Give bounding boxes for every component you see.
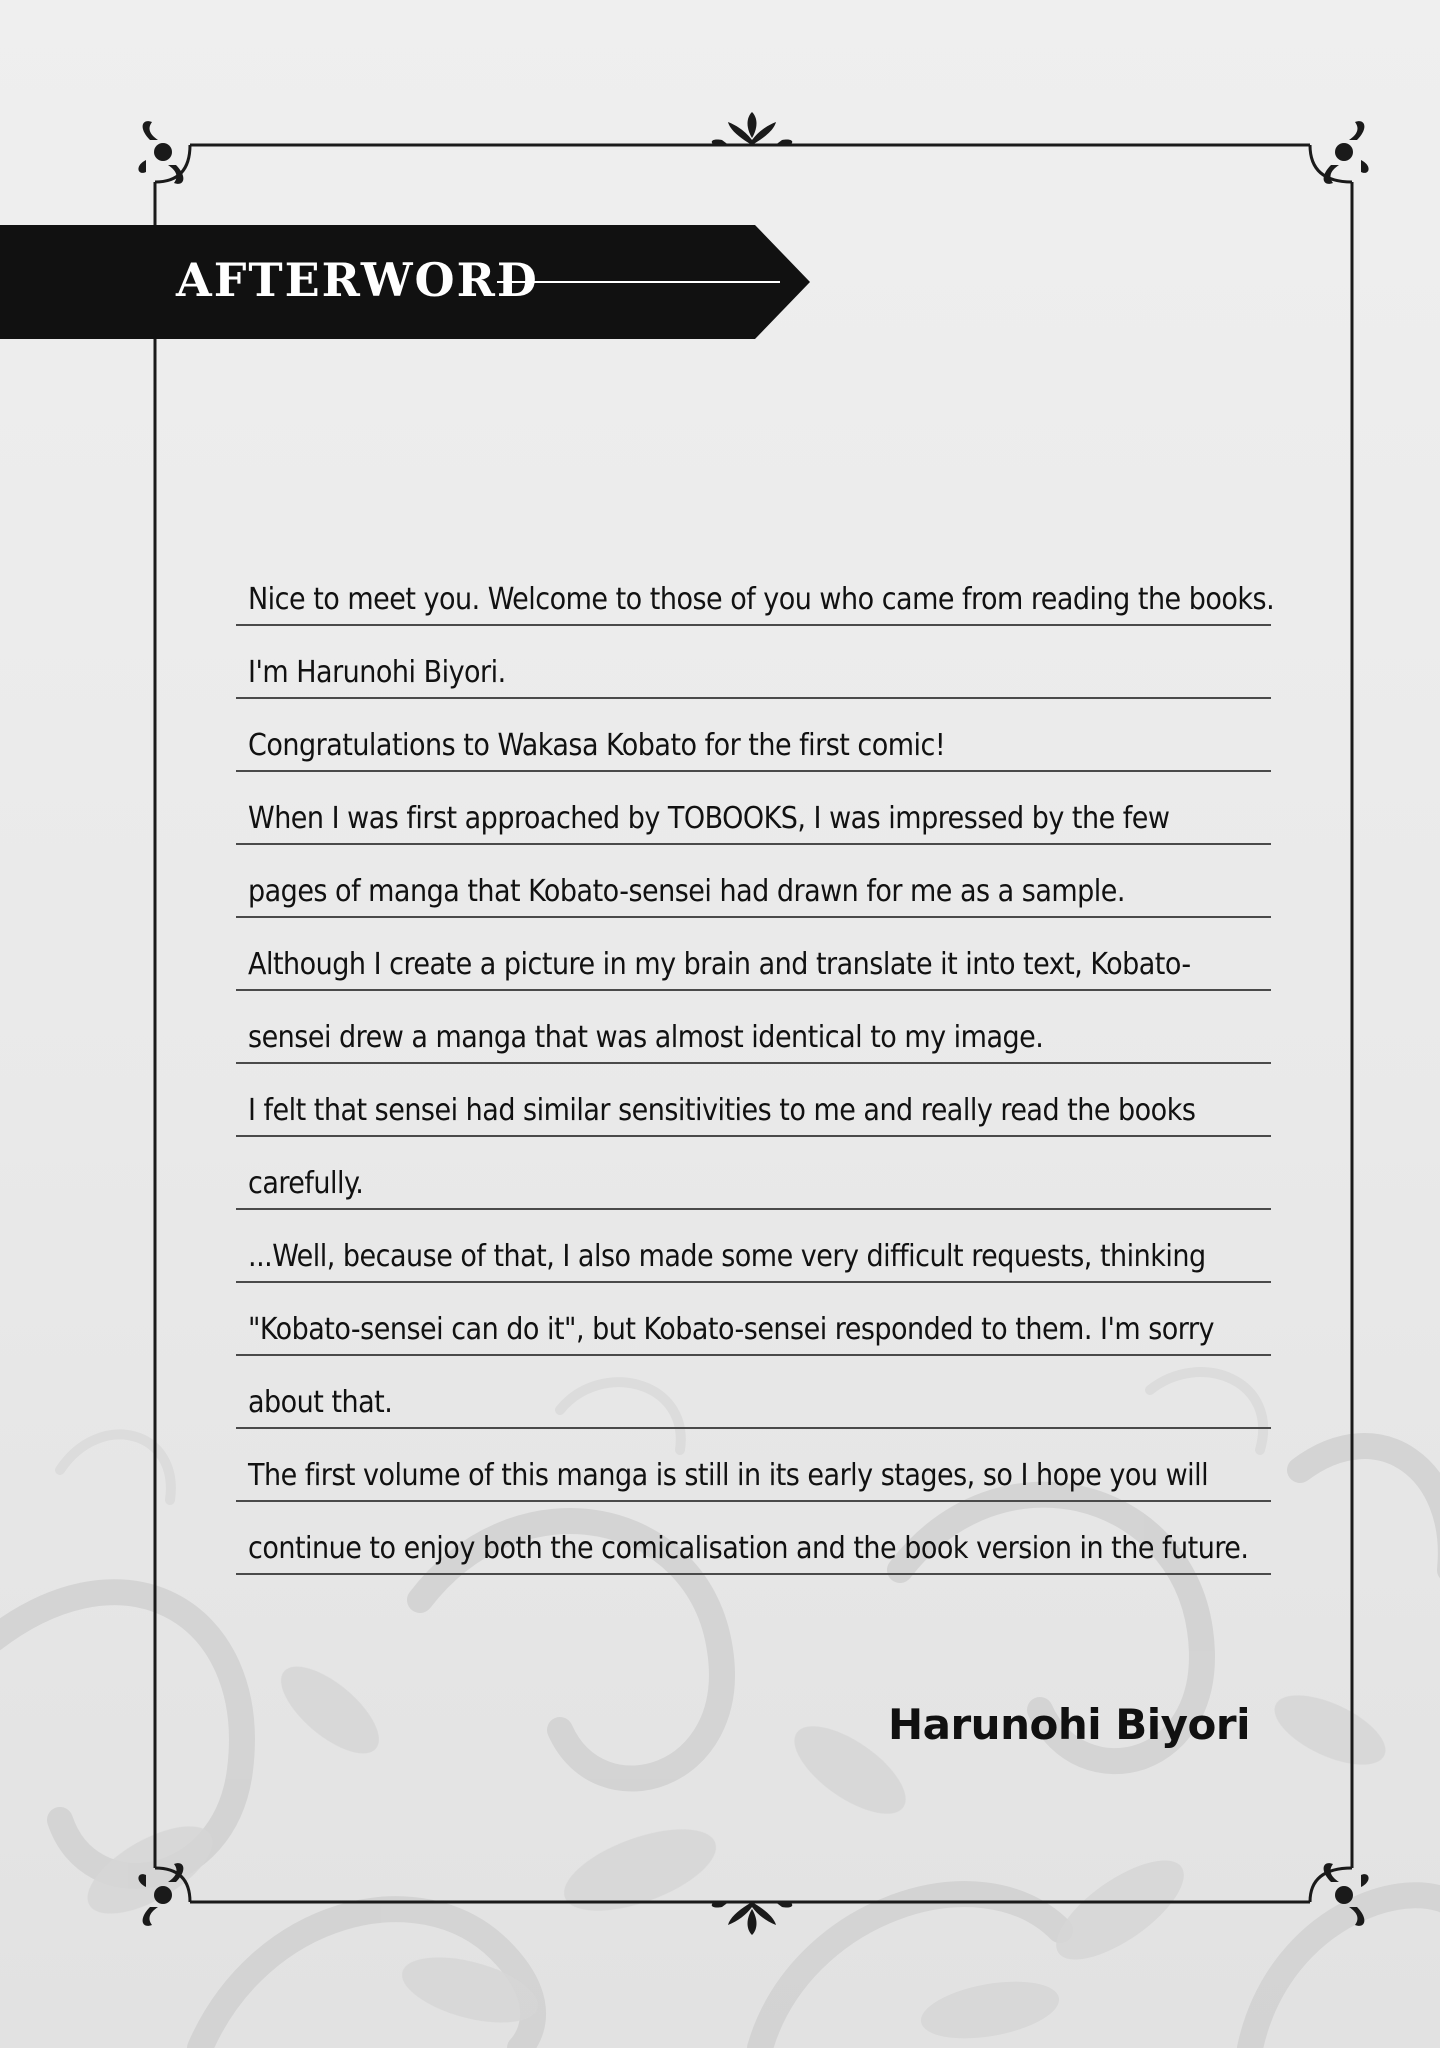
- letter-line: "Kobato-sensei can do it", but Kobato-sensei responded to them. I'm sorry: [236, 1283, 1271, 1356]
- corner-ornament-top-left: [138, 121, 183, 184]
- afterword-banner: [0, 225, 810, 339]
- letter-line: I felt that sensei had similar sensitivities to me and really read the books: [236, 1064, 1271, 1137]
- letter-line: Nice to meet you. Welcome to those of you who came from reading the books.: [236, 553, 1271, 626]
- corner-ornament-bottom-left: [138, 1863, 183, 1926]
- letter-line: I'm Harunohi Biyori.: [236, 626, 1271, 699]
- letter-body: [236, 553, 1275, 1575]
- letter-line: Although I create a picture in my brain and translate it into text, Kobato-: [236, 918, 1271, 991]
- letter-line: pages of manga that Kobato-sensei had drawn for me as a sample.: [236, 845, 1271, 918]
- letter-line: continue to enjoy both the comicalisation and the book version in the future.: [236, 1502, 1271, 1575]
- letter-line: When I was first approached by TOBOOKS, I was impressed by the few: [236, 772, 1271, 845]
- corner-ornament-bottom-right: [1324, 1863, 1369, 1926]
- letter-line: sensei drew a manga that was almost identical to my image.: [236, 991, 1271, 1064]
- tulip-ornament-bottom: [712, 1901, 793, 1935]
- letter-line: Congratulations to Wakasa Kobato for the first comic!: [236, 699, 1271, 772]
- corner-ornament-top-right: [1324, 121, 1369, 184]
- letter-line: The first volume of this manga is still in its early stages, so I hope you will: [236, 1429, 1271, 1502]
- letter-line: carefully.: [236, 1137, 1271, 1210]
- letter-line: about that.: [236, 1356, 1271, 1429]
- page-title: AFTERWORD: [176, 253, 539, 307]
- tulip-ornament-top: [712, 112, 793, 146]
- letter-line: ...Well, because of that, I also made some very difficult requests, thinking: [236, 1210, 1271, 1283]
- author-signature: Harunohi Biyori: [887, 1700, 1250, 1749]
